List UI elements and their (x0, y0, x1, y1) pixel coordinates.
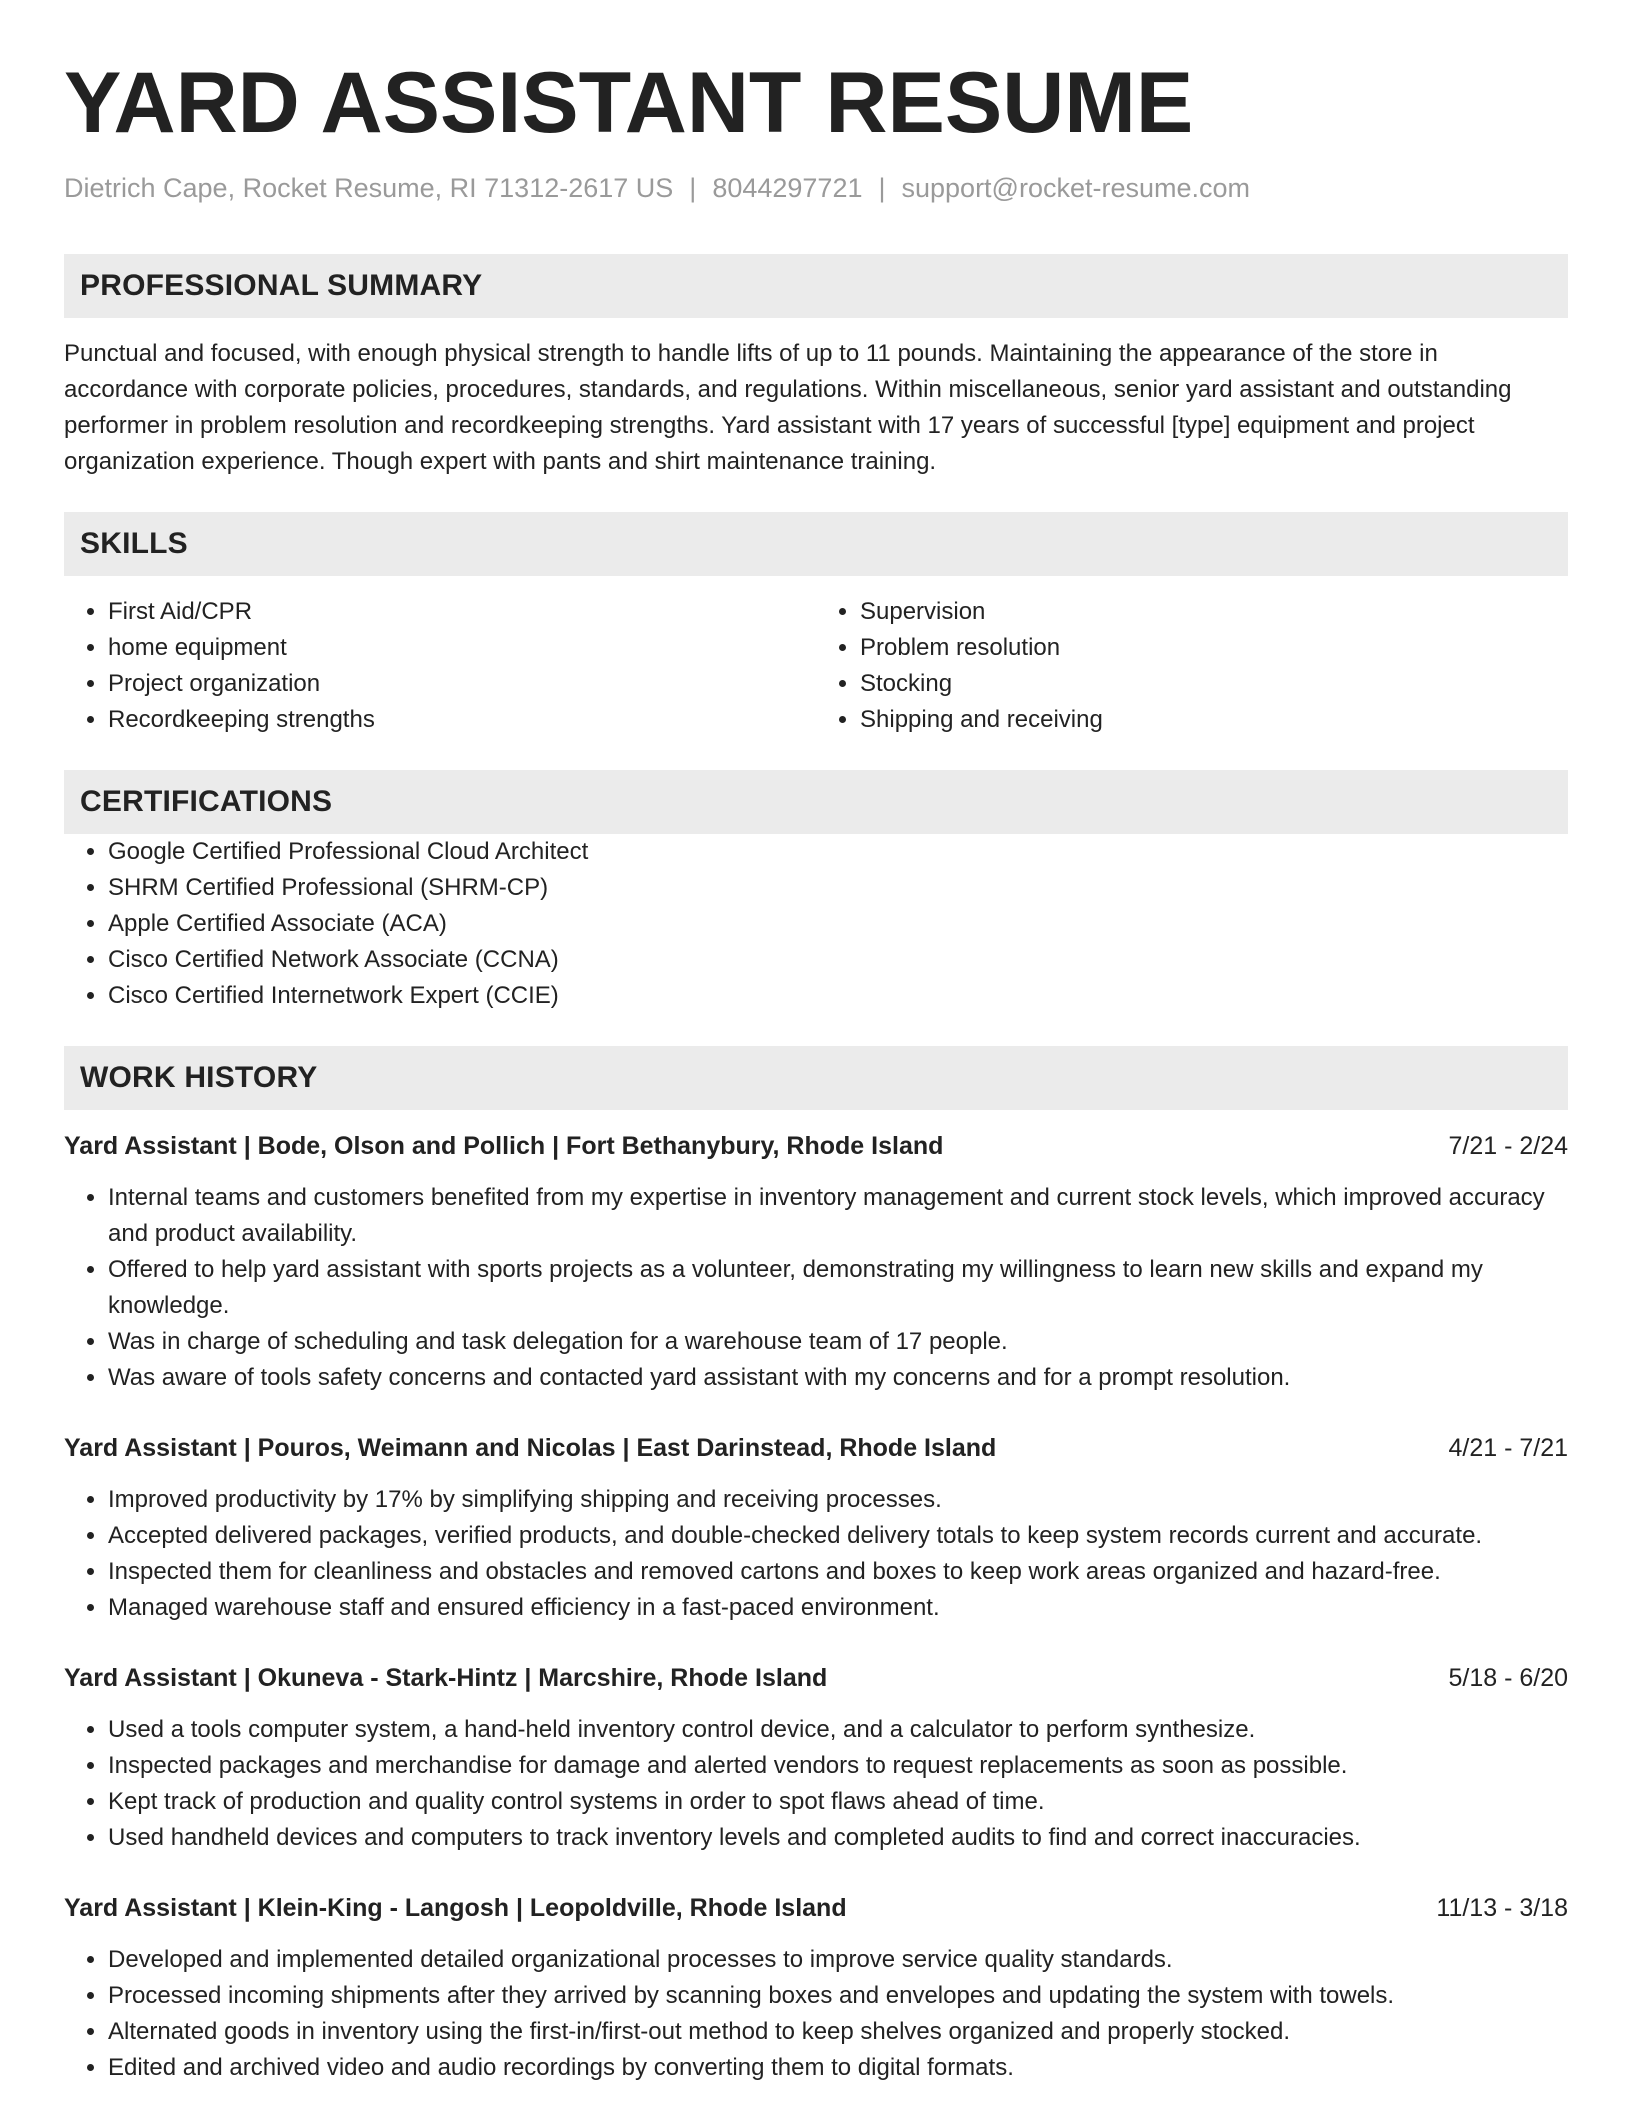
job-dates: 7/21 - 2/24 (1448, 1132, 1568, 1161)
skills-list-left (64, 594, 816, 738)
job-bullet: • Was aware of tools safety concerns and contacted yard assistant with my concerns and for a prompt resolution. (108, 1360, 1568, 1396)
job-bullet: • Developed and implemented detailed organizational processes to improve service quality standards. (108, 1942, 1568, 1978)
skill-item: • Stocking (860, 666, 1568, 702)
job-entry (64, 1128, 1568, 1396)
contact-email: support@rocket-resume.com (901, 173, 1251, 203)
skill-item: • home equipment (108, 630, 816, 666)
contact-line (64, 172, 1568, 204)
certification-item: • Apple Certified Associate (ACA) (108, 906, 1568, 942)
section-header-skills: SKILLS (64, 512, 1568, 576)
skill-item: • Problem resolution (860, 630, 1568, 666)
section-header-work-history: WORK HISTORY (64, 1046, 1568, 1110)
job-bullet: • Managed warehouse staff and ensured efficiency in a fast-paced environment. (108, 1590, 1568, 1626)
job-title: Yard Assistant | Okuneva - Stark-Hintz | Marcshire, Rhode Island (64, 1664, 828, 1693)
resume-title: YARD ASSISTANT RESUME (64, 55, 1194, 151)
certification-item: • SHRM Certified Professional (SHRM-CP) (108, 870, 1568, 906)
job-header (64, 1128, 1568, 1164)
job-bullet: • Internal teams and customers benefited from my expertise in inventory management and current stock levels, which improved accuracy and product availability. (108, 1180, 1568, 1252)
skill-item: • Shipping and receiving (860, 702, 1568, 738)
job-bullets (64, 1180, 1568, 1396)
job-bullet: • Used a tools computer system, a hand-held inventory control device, and a calculator to perform synthesize. (108, 1712, 1568, 1748)
certification-item: • Cisco Certified Internetwork Expert (CCIE) (108, 978, 1568, 1014)
job-bullet: • Alternated goods in inventory using the first-in/first-out method to keep shelves organized and properly stocked. (108, 2014, 1568, 2050)
job-dates: 11/13 - 3/18 (1436, 1894, 1568, 1923)
skill-item: • Supervision (860, 594, 1568, 630)
job-dates: 5/18 - 6/20 (1448, 1664, 1568, 1693)
job-header (64, 1890, 1568, 1926)
job-entry (64, 1430, 1568, 1626)
contact-separator: | (878, 173, 886, 203)
certification-item: • Cisco Certified Network Associate (CCNA) (108, 942, 1568, 978)
job-bullet: • Kept track of production and quality control systems in order to spot flaws ahead of time. (108, 1784, 1568, 1820)
contact-phone: 8044297721 (712, 173, 863, 203)
summary-text: Punctual and focused, with enough physical strength to handle lifts of up to 11 pounds. Maintaining the appearance of the store in accordance with corporate policies, procedures, standards, and regulations. Within miscellaneous, senior yard assistant and outstanding performer in problem resolution and recordkeeping strengths. Yard assistant with 17 years of successful [type] equipment and project organization experience. Though expert with pants and shirt maintenance training. (64, 340, 1512, 476)
section-header-summary: PROFESSIONAL SUMMARY (64, 254, 1568, 318)
job-header (64, 1430, 1568, 1466)
certifications-list (64, 834, 1568, 1014)
job-bullet: • Used handheld devices and computers to track inventory levels and completed audits to find and correct inaccuracies. (108, 1820, 1568, 1856)
job-title: Yard Assistant | Klein-King - Langosh | Leopoldville, Rhode Island (64, 1894, 847, 1923)
job-entry (64, 1890, 1568, 2086)
job-bullet: • Processed incoming shipments after they arrived by scanning boxes and envelopes and updating the system with towels. (108, 1978, 1568, 2014)
job-bullet: • Edited and archived video and audio recordings by converting them to digital formats. (108, 2050, 1568, 2086)
section-header-certifications: CERTIFICATIONS (64, 770, 1568, 834)
job-entry (64, 1660, 1568, 1856)
job-title: Yard Assistant | Pouros, Weimann and Nicolas | East Darinstead, Rhode Island (64, 1434, 997, 1463)
job-header (64, 1660, 1568, 1696)
job-bullet: • Accepted delivered packages, verified products, and double-checked delivery totals to keep system records current and accurate. (108, 1518, 1568, 1554)
skills-list-right (816, 594, 1568, 738)
job-bullets (64, 1942, 1568, 2086)
job-bullet: • Improved productivity by 17% by simplifying shipping and receiving processes. (108, 1482, 1568, 1518)
job-bullets (64, 1712, 1568, 1856)
skills-column-left (64, 594, 816, 738)
job-bullet: • Inspected packages and merchandise for damage and alerted vendors to request replacements as soon as possible. (108, 1748, 1568, 1784)
job-title: Yard Assistant | Bode, Olson and Pollich | Fort Bethanybury, Rhode Island (64, 1132, 944, 1161)
job-bullet: • Was in charge of scheduling and task delegation for a warehouse team of 17 people. (108, 1324, 1568, 1360)
job-bullet: • Offered to help yard assistant with sports projects as a volunteer, demonstrating my willingness to learn new skills and expand my knowledge. (108, 1252, 1568, 1324)
job-bullet: • Inspected them for cleanliness and obstacles and removed cartons and boxes to keep work areas organized and hazard-free. (108, 1554, 1568, 1590)
certification-item: • Google Certified Professional Cloud Architect (108, 834, 1568, 870)
skills-column-right (816, 594, 1568, 738)
job-dates: 4/21 - 7/21 (1448, 1434, 1568, 1463)
job-bullets (64, 1482, 1568, 1626)
skill-item: • First Aid/CPR (108, 594, 816, 630)
skills-grid (64, 594, 1568, 738)
contact-separator: | (689, 173, 697, 203)
skill-item: • Project organization (108, 666, 816, 702)
contact-address: Dietrich Cape, Rocket Resume, RI 71312-2617 US (64, 173, 674, 203)
skill-item: • Recordkeeping strengths (108, 702, 816, 738)
